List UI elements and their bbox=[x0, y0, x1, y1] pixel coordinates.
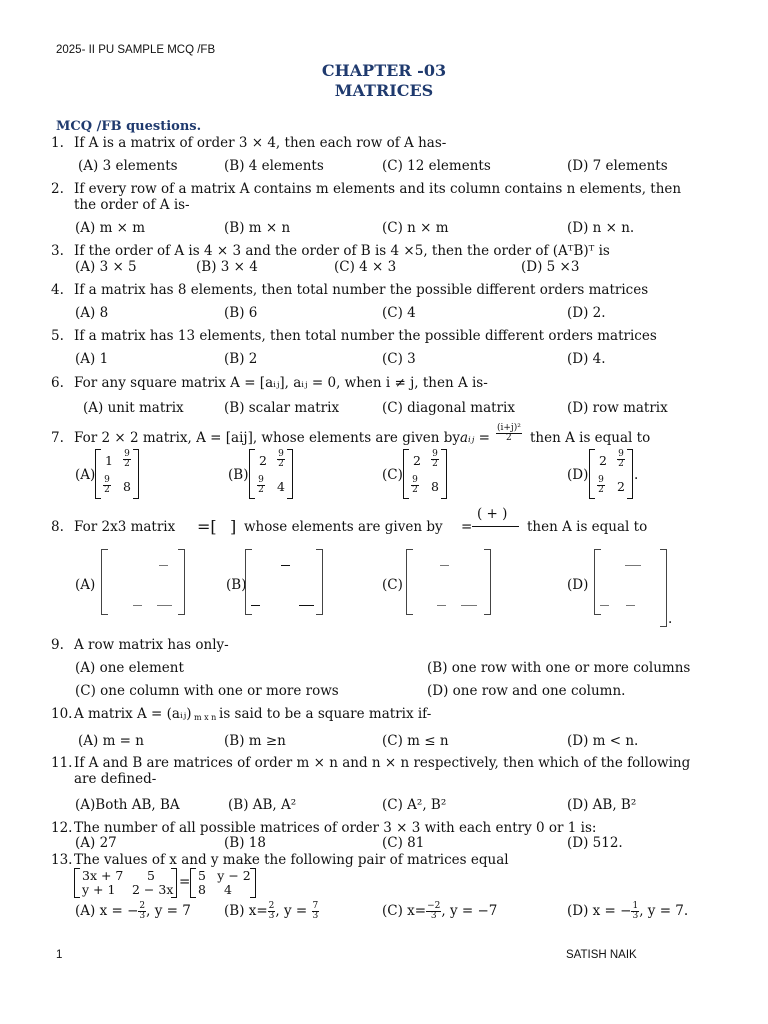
q9-option-d: (D) one row and one column. bbox=[427, 683, 626, 699]
q8-bracket-close: ] bbox=[230, 517, 237, 536]
q13-matrix-left bbox=[74, 868, 177, 898]
q8-label-a: (A) bbox=[75, 577, 96, 593]
q7-d-12-num: 9 bbox=[618, 449, 624, 459]
q13-c-prefix: (C) x= bbox=[382, 903, 427, 919]
q7-d-12-den: 2 bbox=[618, 459, 624, 469]
q7-a-21-num: 9 bbox=[104, 475, 110, 485]
q7-label-d: (D) bbox=[567, 467, 589, 483]
q5-option-c: (C) 3 bbox=[382, 351, 416, 367]
q7-b-21-den: 2 bbox=[258, 485, 264, 495]
q7-matrix-b bbox=[249, 449, 293, 499]
q7-matrix-d bbox=[589, 449, 633, 499]
q8-b-dash bbox=[251, 605, 260, 606]
q11-option-d: (D) AB, B² bbox=[567, 797, 637, 813]
q13-d-num: 1 bbox=[632, 901, 639, 911]
q13-c-rest: , y = −7 bbox=[441, 903, 498, 919]
q8-b-dash bbox=[281, 565, 290, 566]
q7-frac-numerator: (i+j)² bbox=[497, 423, 521, 433]
q6-option-c: (C) diagonal matrix bbox=[382, 400, 515, 416]
q7-label-b: (B) bbox=[228, 467, 249, 483]
q7-a-cell-11: 1 bbox=[105, 453, 113, 468]
q13-number: 13. bbox=[51, 852, 73, 868]
q8-a-dash bbox=[133, 605, 142, 606]
q10-subscript: m x n bbox=[194, 713, 217, 722]
q13-b-prefix: (B) x= bbox=[224, 903, 268, 919]
q7-a-cell-12 bbox=[122, 450, 132, 469]
q7-c-cell-12 bbox=[430, 450, 440, 469]
q7-frac-denominator: 2 bbox=[506, 433, 512, 443]
q4-option-a: (A) 8 bbox=[75, 305, 109, 321]
q1-option-d: (D) 7 elements bbox=[567, 158, 668, 174]
q13-c-den: 3 bbox=[430, 911, 437, 921]
q7-d-cell-11: 2 bbox=[599, 453, 607, 468]
q8-text-b: whose elements are given by bbox=[244, 519, 443, 535]
q7-text-a: For 2 × 2 matrix, A = [aij], whose elements are given by bbox=[74, 430, 461, 446]
q7-number: 7. bbox=[51, 430, 64, 446]
q11-text-line1: If A and B are matrices of order m × n and n × n respectively, then which of the following bbox=[74, 755, 691, 771]
q7-d-cell-12 bbox=[616, 450, 626, 469]
q7-a-cell-21 bbox=[102, 476, 112, 495]
q7-d-21-den: 2 bbox=[598, 485, 604, 495]
q9-option-a: (A) one element bbox=[75, 660, 184, 676]
q12-number: 12. bbox=[51, 820, 73, 836]
q13-m1-12: 5 bbox=[147, 868, 155, 883]
q5-number: 5. bbox=[51, 328, 64, 344]
q6-number: 6. bbox=[51, 375, 64, 391]
q13-b-num: 2 bbox=[268, 901, 275, 911]
q13-matrix-right bbox=[190, 868, 256, 898]
q7-b-cell-21 bbox=[256, 476, 266, 495]
q1-option-c: (C) 12 elements bbox=[382, 158, 491, 174]
q8-a-dash bbox=[159, 565, 168, 566]
q7-label-a: (A) bbox=[75, 467, 96, 483]
q7-c-cell-21 bbox=[410, 476, 420, 495]
q10-text-a: A matrix A = (aᵢⱼ) bbox=[74, 706, 192, 722]
q13-b-den2: 3 bbox=[312, 911, 319, 921]
q2-number: 2. bbox=[51, 181, 64, 197]
q8-a-bracket-right bbox=[178, 549, 185, 615]
q13-b-mid: , y = bbox=[275, 903, 308, 919]
q3-option-d: (D) 5 ×3 bbox=[521, 259, 580, 275]
q13-a-den: 3 bbox=[139, 911, 146, 921]
q5-option-b: (B) 2 bbox=[224, 351, 258, 367]
q8-text-c: then A is equal to bbox=[527, 519, 648, 535]
q7-b-21-num: 9 bbox=[258, 475, 264, 485]
q7-c-cell-22: 8 bbox=[431, 479, 439, 494]
section-heading: MCQ /FB questions. bbox=[56, 119, 202, 134]
q2-option-d: (D) n × n. bbox=[567, 220, 635, 236]
q8-plus: ( + ) bbox=[477, 506, 508, 522]
q8-a-dash bbox=[157, 605, 172, 606]
q7-c-21-num: 9 bbox=[412, 475, 418, 485]
q10-text-b: is said to be a square matrix if- bbox=[219, 706, 432, 722]
q2-text-line2: the order of A is- bbox=[74, 197, 190, 213]
q2-option-c: (C) n × m bbox=[382, 220, 449, 236]
q13-a-prefix: (A) x = − bbox=[75, 903, 139, 919]
q7-a-cell-22: 8 bbox=[123, 479, 131, 494]
q13-m1-22: 2 − 3x bbox=[132, 882, 174, 897]
q8-d-dash bbox=[600, 605, 609, 606]
q13-option-b bbox=[224, 902, 319, 921]
q11-option-c: (C) A², B² bbox=[382, 797, 447, 813]
q8-b-bracket-right bbox=[316, 549, 323, 615]
q7-c-cell-11: 2 bbox=[413, 453, 421, 468]
q8-label-d: (D) bbox=[567, 577, 589, 593]
q13-a-rest: , y = 7 bbox=[146, 903, 191, 919]
q10-option-c: (C) m ≤ n bbox=[382, 733, 449, 749]
q7-b-12-den: 2 bbox=[278, 459, 284, 469]
q8-label-b: (B) bbox=[226, 577, 247, 593]
q6-text: For any square matrix A = [aᵢⱼ], aᵢⱼ = 0, when i ≠ j, then A is- bbox=[74, 375, 488, 391]
q7-a-21-den: 2 bbox=[104, 485, 110, 495]
q7-fraction bbox=[496, 423, 522, 443]
q5-text: If a matrix has 13 elements, then total number the possible different orders matrices bbox=[74, 328, 657, 344]
topic-title: MATRICES bbox=[334, 81, 434, 100]
chapter-title: CHAPTER -03 bbox=[321, 61, 447, 80]
q8-d-bracket-right bbox=[660, 549, 667, 627]
q8-c-dash bbox=[461, 605, 477, 606]
q7-d-cell-22: 2 bbox=[617, 479, 625, 494]
q1-number: 1. bbox=[51, 135, 64, 151]
q3-number: 3. bbox=[51, 243, 64, 259]
q13-m2-11: 5 bbox=[198, 868, 206, 883]
q8-c-dash bbox=[440, 565, 449, 566]
q8-a-bracket-left bbox=[101, 549, 108, 615]
q1-option-a: (A) 3 elements bbox=[78, 158, 178, 174]
q7-d-cell-21 bbox=[596, 476, 606, 495]
q8-number: 8. bbox=[51, 519, 64, 535]
q3-option-c: (C) 4 × 3 bbox=[334, 259, 397, 275]
q7-aij: aᵢⱼ = bbox=[460, 430, 490, 446]
q8-eq2: = bbox=[461, 519, 473, 535]
q4-number: 4. bbox=[51, 282, 64, 298]
q8-c-bracket-right bbox=[484, 549, 491, 615]
q13-option-c bbox=[382, 902, 497, 921]
q4-option-b: (B) 6 bbox=[224, 305, 258, 321]
q13-m2-22: 4 bbox=[224, 882, 232, 897]
q13-m2-12: y − 2 bbox=[217, 868, 251, 883]
q13-d-rest: , y = 7. bbox=[639, 903, 689, 919]
q8-text-a: For 2x3 matrix bbox=[74, 519, 176, 535]
q13-option-d bbox=[567, 902, 688, 921]
q7-matrix-c bbox=[403, 449, 447, 499]
q9-option-b: (B) one row with one or more columns bbox=[427, 660, 691, 676]
q7-c-21-den: 2 bbox=[412, 485, 418, 495]
footer-author: SATISH NAIK bbox=[566, 949, 637, 961]
q4-text: If a matrix has 8 elements, then total number the possible different orders matrices bbox=[74, 282, 649, 298]
q13-a-num: 2 bbox=[139, 901, 146, 911]
q13-equals: = bbox=[179, 874, 191, 890]
q2-option-a: (A) m × m bbox=[75, 220, 146, 236]
q7-b-cell-12 bbox=[276, 450, 286, 469]
q8-d-dash bbox=[626, 605, 635, 606]
header-left: 2025- II PU SAMPLE MCQ /FB bbox=[56, 44, 216, 56]
q10-number: 10. bbox=[51, 706, 73, 722]
q3-option-a: (A) 3 × 5 bbox=[75, 259, 137, 275]
q8-d-dash bbox=[625, 565, 641, 566]
q12-text: The number of all possible matrices of order 3 × 3 with each entry 0 or 1 is: bbox=[74, 820, 597, 836]
q1-option-b: (B) 4 elements bbox=[224, 158, 324, 174]
q11-option-b: (B) AB, A² bbox=[228, 797, 297, 813]
q7-text-b: then A is equal to bbox=[530, 430, 651, 446]
q3-text: If the order of A is 4 × 3 and the order of B is 4 ×5, then the order of (AᵀB)ᵀ is bbox=[74, 243, 610, 259]
q6-option-d: (D) row matrix bbox=[567, 400, 668, 416]
q12-option-c: (C) 81 bbox=[382, 835, 425, 851]
q7-c-12-num: 9 bbox=[432, 449, 438, 459]
q8-fraction-bar bbox=[472, 526, 519, 527]
q13-m1-21: y + 1 bbox=[82, 882, 116, 897]
q7-a-12-den: 2 bbox=[124, 459, 130, 469]
q12-option-b: (B) 18 bbox=[224, 835, 266, 851]
q13-option-a bbox=[75, 902, 191, 921]
q9-text: A row matrix has only- bbox=[74, 637, 229, 653]
q8-label-c: (C) bbox=[382, 577, 403, 593]
q13-b-num2: 7 bbox=[312, 901, 319, 911]
q13-m1-11: 3x + 7 bbox=[82, 868, 124, 883]
q10-option-b: (B) m ≥n bbox=[224, 733, 286, 749]
q7-b-cell-22: 4 bbox=[277, 479, 285, 494]
q13-text: The values of x and y make the following pair of matrices equal bbox=[74, 852, 509, 868]
q11-text-line2: are defined- bbox=[74, 771, 157, 787]
q11-number: 11. bbox=[51, 755, 73, 771]
q7-c-12-den: 2 bbox=[432, 459, 438, 469]
q7-b-cell-11: 2 bbox=[259, 453, 267, 468]
q11-option-a: (A)Both AB, BA bbox=[75, 797, 180, 813]
q7-end-dot: . bbox=[634, 467, 639, 483]
q8-c-dash bbox=[437, 605, 446, 606]
footer-page-number: 1 bbox=[56, 949, 63, 961]
q1-text: If A is a matrix of order 3 × 4, then each row of A has- bbox=[74, 135, 447, 151]
q7-matrix-a bbox=[95, 449, 139, 499]
q8-b-dash bbox=[299, 605, 314, 606]
q13-d-den: 3 bbox=[632, 911, 639, 921]
q7-b-12-num: 9 bbox=[278, 449, 284, 459]
q9-number: 9. bbox=[51, 637, 64, 653]
q12-option-d: (D) 512. bbox=[567, 835, 623, 851]
q7-a-12-num: 9 bbox=[124, 449, 130, 459]
q2-text-line1: If every row of a matrix A contains m elements and its column contains n elements, then bbox=[74, 181, 682, 197]
q13-b-den: 3 bbox=[268, 911, 275, 921]
q4-option-c: (C) 4 bbox=[382, 305, 416, 321]
q13-c-num: −2 bbox=[427, 901, 441, 911]
q6-option-b: (B) scalar matrix bbox=[224, 400, 340, 416]
q13-d-prefix: (D) x = − bbox=[567, 903, 632, 919]
q13-m2-21: 8 bbox=[198, 882, 206, 897]
q10-option-d: (D) m < n. bbox=[567, 733, 639, 749]
q9-option-c: (C) one column with one or more rows bbox=[75, 683, 339, 699]
q8-eq-open: =[ bbox=[197, 517, 217, 536]
q7-label-c: (C) bbox=[382, 467, 403, 483]
q4-option-d: (D) 2. bbox=[567, 305, 606, 321]
q7-d-21-num: 9 bbox=[598, 475, 604, 485]
q5-option-d: (D) 4. bbox=[567, 351, 606, 367]
q3-option-b: (B) 3 × 4 bbox=[196, 259, 258, 275]
q8-c-bracket-left bbox=[406, 549, 413, 615]
q5-option-a: (A) 1 bbox=[75, 351, 109, 367]
q12-option-a: (A) 27 bbox=[75, 835, 117, 851]
q6-option-a: (A) unit matrix bbox=[83, 400, 184, 416]
q2-option-b: (B) m × n bbox=[224, 220, 291, 236]
q8-end-dot: . bbox=[668, 611, 673, 627]
q10-option-a: (A) m = n bbox=[78, 733, 144, 749]
